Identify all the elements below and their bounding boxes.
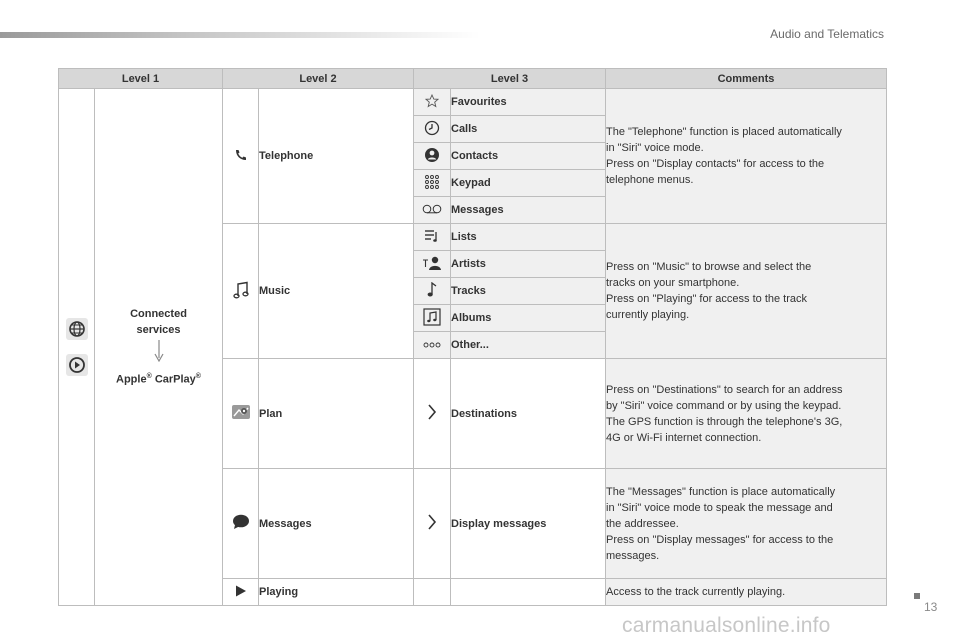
brand-carplay: CarPlay xyxy=(154,373,196,386)
level3-calls: Calls xyxy=(451,116,606,143)
col-level-3: Level 3 xyxy=(414,69,606,89)
col-level-2: Level 2 xyxy=(223,69,414,89)
carplay-icon xyxy=(66,354,88,376)
table-header-row xyxy=(59,69,887,89)
level3-tracks: Tracks xyxy=(451,278,606,305)
table-row xyxy=(59,89,887,116)
level3-contacts: Contacts xyxy=(451,143,606,170)
level3-artists: Artists xyxy=(451,251,606,278)
star-icon xyxy=(414,89,451,116)
comment-playing: Access to the track currently playing. xyxy=(606,579,887,606)
level3-keypad: Keypad xyxy=(451,170,606,197)
level1-icon-cell xyxy=(59,89,95,606)
level3-lists: Lists xyxy=(451,224,606,251)
chevron-right-icon xyxy=(414,359,451,469)
voicemail-icon xyxy=(414,197,451,224)
watermark: carmanualsonline.info xyxy=(622,614,831,637)
speech-bubble-icon xyxy=(223,469,259,579)
note-icon xyxy=(414,278,451,305)
level2-plan: Plan xyxy=(259,359,414,469)
menu-table xyxy=(58,68,887,606)
connected-services-cell: Connected services Apple® CarPlay® xyxy=(95,89,223,606)
more-icon xyxy=(414,332,451,359)
level2-telephone: Telephone xyxy=(259,89,414,224)
page-number: 13 xyxy=(924,600,938,614)
map-icon xyxy=(223,359,259,469)
service-label-line2: services xyxy=(136,324,181,337)
level3-favourites: Favourites xyxy=(451,89,606,116)
page-marker xyxy=(914,593,920,599)
arrow-down-icon xyxy=(154,340,164,367)
chevron-right-icon xyxy=(414,469,451,579)
comment-telephone: The "Telephone" function is placed automatically in "Siri" voice mode. Press on "Display contacts" for access to the telephone menus. xyxy=(606,89,887,224)
service-label-line1: Connected xyxy=(130,308,187,321)
level3-albums: Albums xyxy=(451,305,606,332)
level3-display-messages: Display messages xyxy=(451,469,606,579)
keypad-icon xyxy=(414,170,451,197)
brand-apple: Apple xyxy=(116,373,147,386)
col-level-1: Level 1 xyxy=(59,69,223,89)
artist-icon xyxy=(414,251,451,278)
empty-cell xyxy=(451,579,606,606)
level3-destinations: Destinations xyxy=(451,359,606,469)
album-icon xyxy=(414,305,451,332)
music-icon xyxy=(223,224,259,359)
level3-other: Other... xyxy=(451,332,606,359)
level2-messages: Messages xyxy=(259,469,414,579)
level3-messages: Messages xyxy=(451,197,606,224)
col-comments: Comments xyxy=(606,69,887,89)
contact-icon xyxy=(414,143,451,170)
header-bar xyxy=(0,32,480,38)
play-icon xyxy=(223,579,259,606)
list-icon xyxy=(414,224,451,251)
page-header-title: Audio and Telematics xyxy=(770,27,884,41)
phone-icon xyxy=(223,89,259,224)
comment-plan: Press on "Destinations" to search for an address by "Siri" voice command or by using the keypad. The GPS function is through the telephone's 3G, 4G or Wi-Fi internet connection. xyxy=(606,359,887,469)
comment-music: Press on "Music" to browse and select the tracks on your smartphone. Press on "Playing" for access to the track currently playing. xyxy=(606,224,887,359)
level2-playing: Playing xyxy=(259,579,414,606)
empty-cell xyxy=(414,579,451,606)
level2-music: Music xyxy=(259,224,414,359)
comment-messages: The "Messages" function is place automatically in "Siri" voice mode to speak the message and the addressee. Press on "Display messages" for access to the messages. xyxy=(606,469,887,579)
globe-icon xyxy=(66,318,88,340)
clock-icon xyxy=(414,116,451,143)
